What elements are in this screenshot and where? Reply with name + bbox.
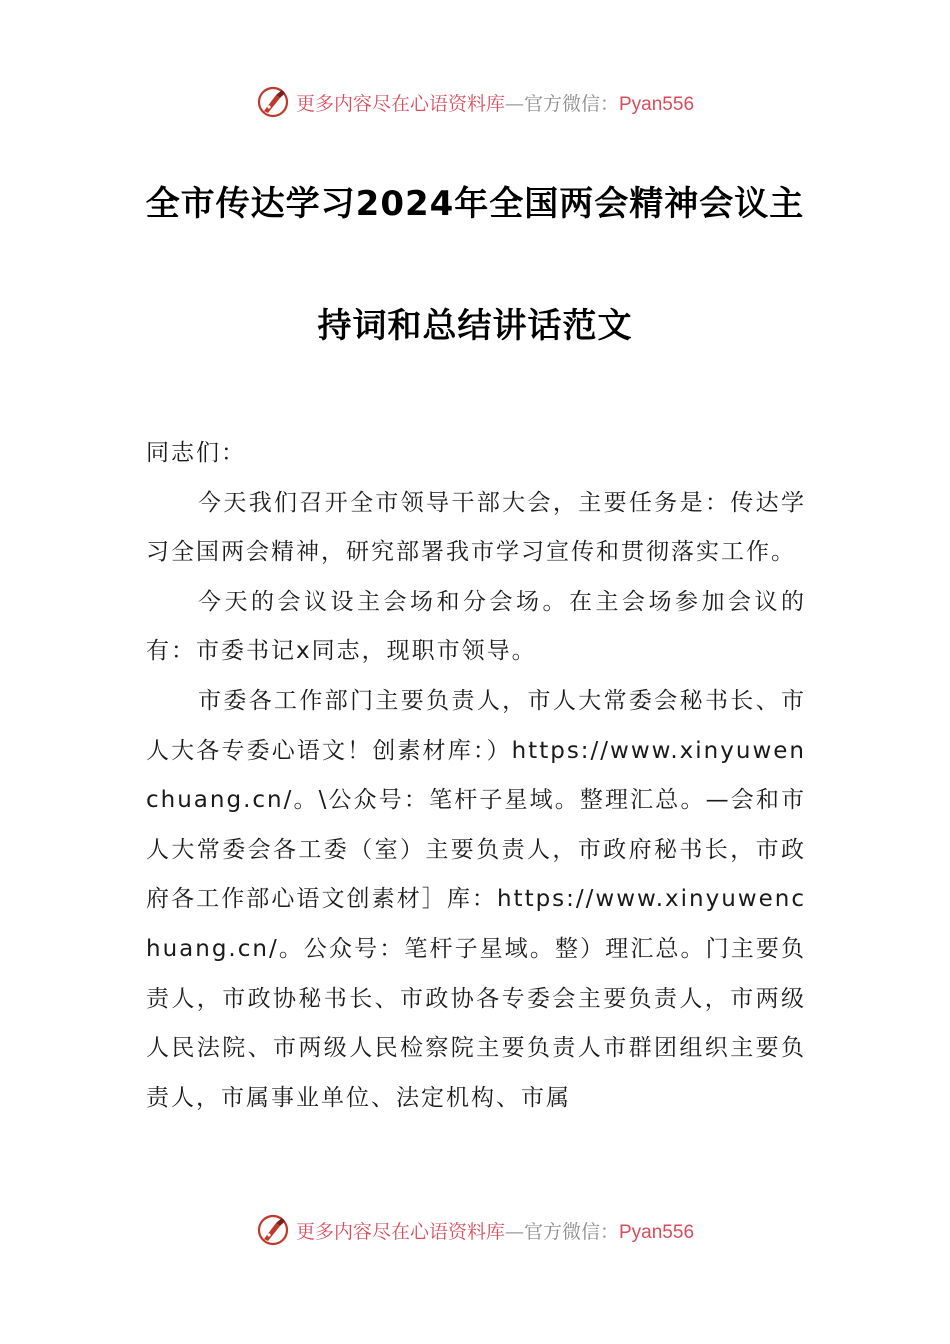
watermark-wechat-id: Pyan556 (619, 93, 695, 115)
document-title-line-2: 持词和总结讲话范文 (317, 306, 633, 346)
watermark-banner-top (0, 82, 950, 122)
salutation: 同志们： (146, 440, 246, 466)
paragraph-1: 今天我们召开全市领导干部大会，主要任务是：传达学习全国两会精神，研究部署我市学习宣传和贯彻落实工作。 (146, 489, 806, 566)
paragraph-2: 今天的会议设主会场和分会场。在主会场参加会议的有：市委书记x同志，现职市领导。 (146, 588, 806, 665)
pen-nib-logo-icon (256, 85, 290, 119)
watermark-site-text: 更多内容尽在心语资料库 (295, 1220, 505, 1243)
watermark-official-label: 官方微信： (523, 92, 619, 115)
watermark-separator: — (504, 92, 524, 115)
watermark-site-text: 更多内容尽在心语资料库 (295, 92, 505, 115)
watermark-separator: — (504, 1220, 524, 1243)
pen-nib-logo-icon (256, 1213, 290, 1247)
document-title-line-1: 全市传达学习2024年全国两会精神会议主 (145, 184, 805, 224)
watermark-banner-bottom (0, 1210, 950, 1250)
watermark-text (296, 1217, 694, 1244)
document-body (146, 429, 806, 1123)
watermark-official-label: 官方微信： (523, 1220, 619, 1243)
paragraph-3: 市委各工作部门主要负责人，市人大常委会秘书长、市人大各专委心语文！创素材库：）https://www.xinyuwenchuang.cn/。\公众号：笔杆子星域。整理汇总。—会和市人大常委会各工委（室）主要负责人，市政府秘书长，市政府各工作部心语文创素材］库：https://www.xinyuwenchuang.cn/。公众号：笔杆子星域。整）理汇总。门主要负责人，市政协秘书长、市政协各专委会主要负责人，市两级人民法院、市两级人民检察院主要负责人市群团组织主要负责人，市属事业单位、法定机构、市属 (146, 687, 806, 1111)
watermark-text (296, 89, 694, 116)
watermark-wechat-id: Pyan556 (619, 1221, 695, 1243)
